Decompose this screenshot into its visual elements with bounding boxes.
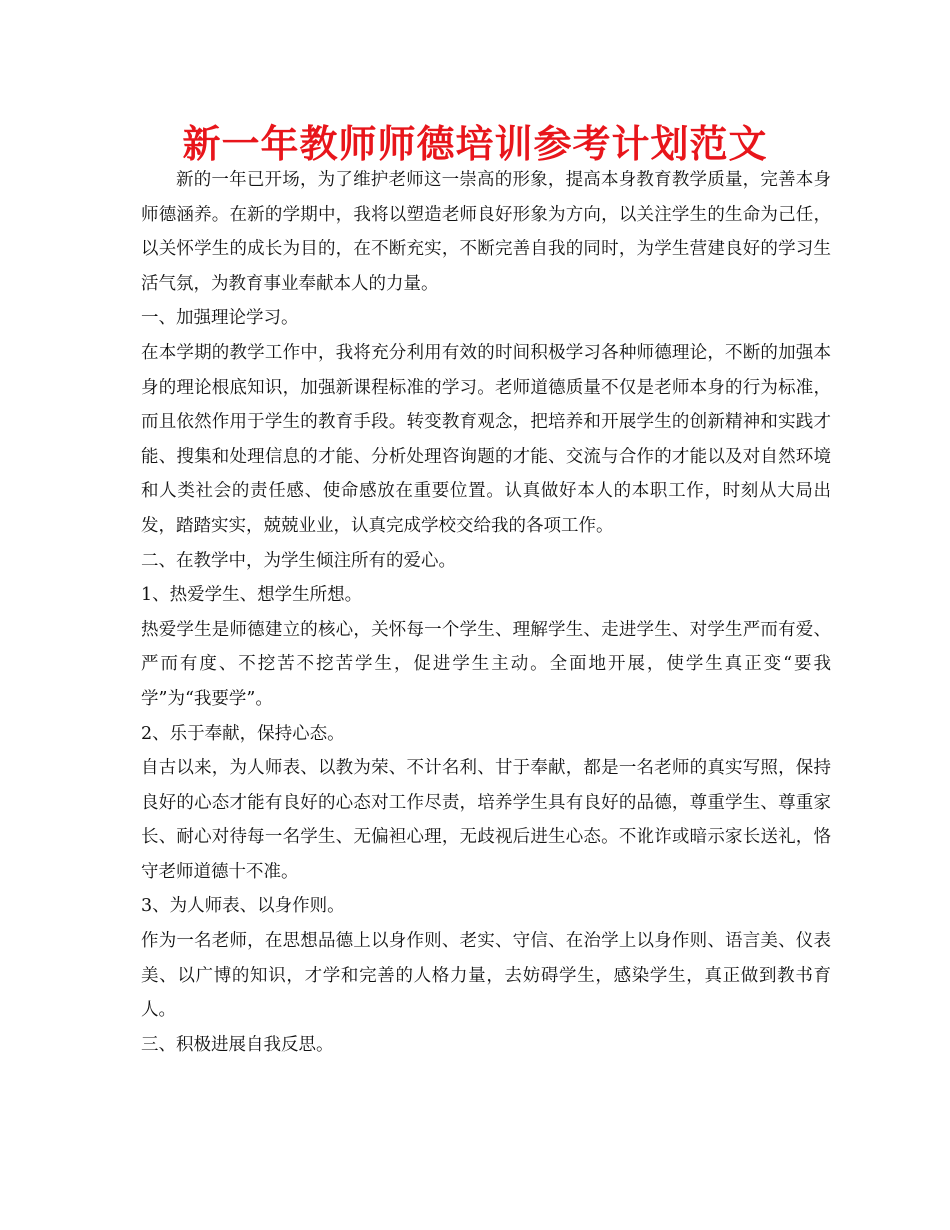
- subheading-2-3: 3、为人师表、以身作则。: [141, 896, 345, 917]
- subheading-2-1: 1、热爱学生、想学生所想。: [141, 585, 363, 606]
- subheading-2-2: 2、乐于奉献，保持心态。: [141, 723, 345, 744]
- document-body: [141, 163, 831, 1062]
- section-heading-3: 三、积极进展自我反思。: [141, 1034, 334, 1055]
- section-heading-1: 一、加强理论学习。: [141, 308, 299, 329]
- subsection-2-2-paragraph: 自古以来，为人师表、以教为荣、不计名利、甘于奉献，都是一名老师的真实写照，保持良好的心态才能有良好的心态对工作尽责，培养学生具有良好的品德，尊重学生、尊重家长、耐心对待每一名学生、无偏袒心理，无歧视后进生心态。不讹诈或暗示家长送礼，恪守老师道德十不准。: [141, 758, 831, 882]
- subsection-2-3-paragraph: 作为一名老师，在思想品德上以身作则、老实、守信、在治学上以身作则、语言美、仪表美、以广博的知识，才学和完善的人格力量，去妨碍学生，感染学生，真正做到教书育人。: [141, 931, 831, 1021]
- document-title: 新一年教师师德培训参考计划范文: [182, 122, 768, 166]
- subsection-2-1-paragraph: 热爱学生是师德建立的核心，关怀每一个学生、理解学生、走进学生、对学生严而有爱、严而有度、不挖苦不挖苦学生，促进学生主动。全面地开展，使学生真正变“要我学”为“我要学”。: [141, 619, 831, 709]
- section-1-paragraph: 在本学期的教学工作中，我将充分利用有效的时间积极学习各种师德理论，不断的加强本身的理论根底知识，加强新课程标准的学习。老师道德质量不仅是老师本身的行为标准，而且依然作用于学生的教育手段。转变教育观念，把培养和开展学生的创新精神和实践才能、搜集和处理信息的才能、分析处理咨询题的才能、交流与合作的才能以及对自然环境和人类社会的责任感、使命感放在重要位置。认真做好本人的本职工作，时刻从大局出发，踏踏实实，兢兢业业，认真完成学校交给我的各项工作。: [141, 342, 831, 536]
- intro-paragraph: 新的一年已开场，为了维护老师这一崇高的形象，提高本身教育教学质量，完善本身师德涵养。在新的学期中，我将以塑造老师良好形象为方向，以关注学生的生命为己任，以关怀学生的成长为目的，在不断充实，不断完善自我的同时，为学生营建良好的学习生活气氛，为教育事业奉献本人的力量。: [141, 170, 831, 294]
- section-heading-2: 二、在教学中，为学生倾注所有的爱心。: [141, 550, 456, 571]
